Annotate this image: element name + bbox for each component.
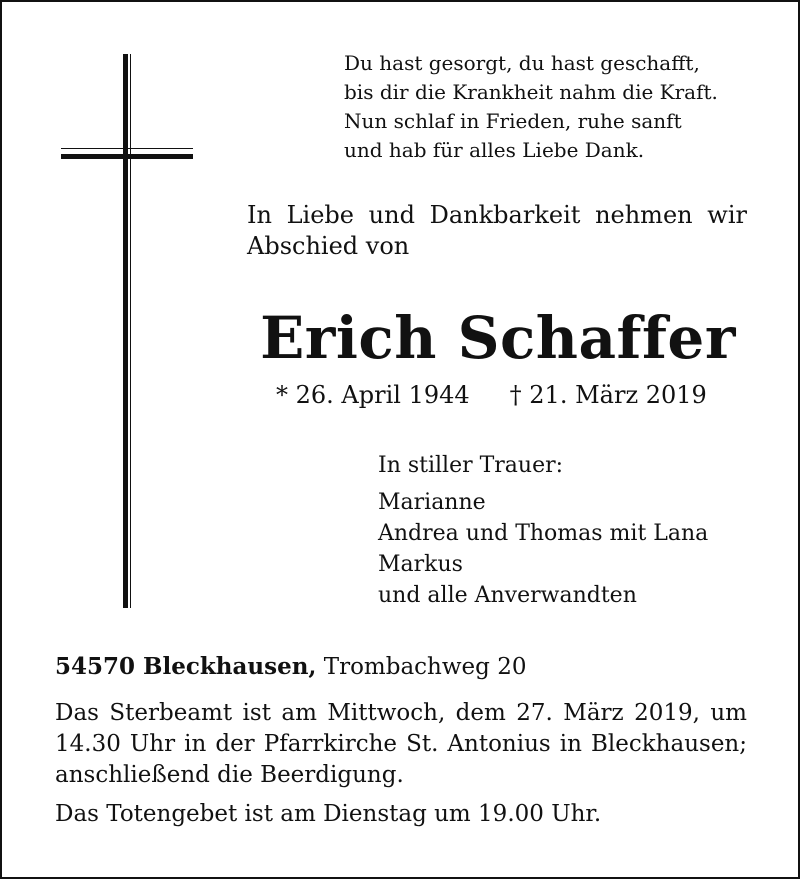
poem-line: Du hast gesorgt, du hast geschafft,: [344, 51, 700, 75]
intro-word: Liebe: [286, 201, 354, 229]
address: [55, 650, 526, 684]
intro-word: und: [368, 201, 415, 229]
intro-text: [247, 200, 747, 262]
mourner-name: und alle Anverwandten: [378, 583, 637, 608]
intro-word: nehmen: [595, 201, 693, 229]
poem-line: Nun schlaf in Frieden, ruhe sanft: [344, 109, 682, 133]
intro-line-1: [247, 200, 747, 231]
intro-word: wir: [707, 201, 747, 229]
poem-line: und hab für alles Liebe Dank.: [344, 138, 645, 162]
intro-line-2: Abschied von: [247, 232, 410, 260]
poem-line: bis dir die Krankheit nahm die Kraft.: [344, 80, 718, 104]
address-street: Trombachweg 20: [323, 654, 527, 680]
deceased-name: Erich Schaffer: [260, 304, 736, 372]
address-place: 54570 Bleckhausen,: [55, 653, 317, 680]
mourner-name: Marianne: [378, 490, 486, 515]
mourners-list: [378, 487, 708, 611]
cross-horizontal-beam: [61, 154, 193, 159]
mourner-name: Markus: [378, 552, 463, 577]
death-date: † 21. März 2019: [509, 381, 707, 409]
cross-horizontal-line: [61, 148, 193, 149]
intro-word: In: [247, 201, 272, 229]
poem: [344, 49, 718, 165]
funeral-service-info: Das Sterbeamt ist am Mittwoch, dem 27. März 2019, um 14.30 Uhr in der Pfarrkirche St. Antonius in Bleckhausen; anschließend die Beerdigung.: [55, 700, 747, 788]
mourner-name: Andrea und Thomas mit Lana: [378, 521, 709, 546]
birth-date: * 26. April 1944: [276, 381, 470, 409]
intro-word: Dankbarkeit: [429, 201, 581, 229]
life-dates: [276, 379, 707, 411]
prayer-info: Das Totengebet ist am Dienstag um 19.00 Uhr.: [55, 801, 602, 827]
mourning-heading: In stiller Trauer:: [378, 453, 564, 478]
